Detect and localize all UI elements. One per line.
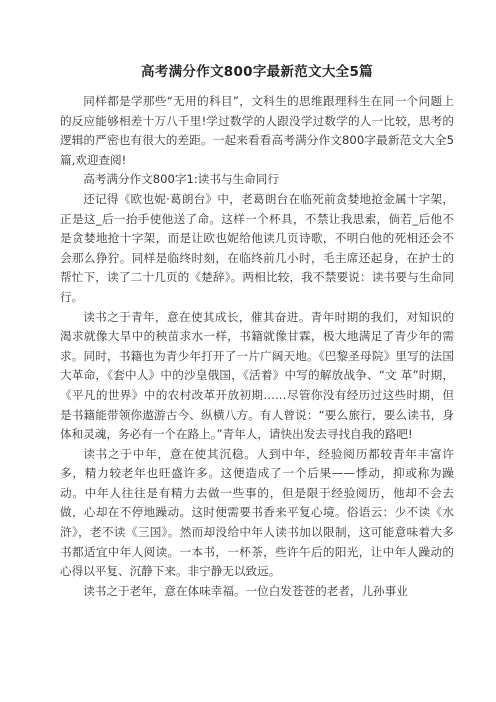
document-title: 高考满分作文800字最新范文大全5篇 bbox=[141, 64, 373, 80]
body-paragraph: 读书之于中年，意在使其沉稳。人到中年，经验阅历都较青年丰富许多，精力较老年也旺盛许多。这便造成了一个后果——悸动，抑或称为躁动。中年人往往是有精力去做一些事的，但是限于经验阅历，他却不会去做，心却在不停地躁动。这时便需要书香来平复心境。俗语云：少不读《水浒》，老不读《三国》。然而却没给中年人读书加以限制，这可能意味着大多书都适宜中年人阅读。一本书，一杯茶，些许午后的阳光，让中年人躁动的心得以平复、沉静下来。非宁静无以致远。 bbox=[60, 446, 454, 579]
body-paragraph: 读书之于青年，意在使其成长，催其奋进。青年时期的我们，对知识的渴求就像大旱中的秧苗求水一样，书籍就像甘霖，极大地满足了青少年的需求。同时，书籍也为青少年打开了一片广阔天地。《巴黎圣母院》里写的法国大革命，《套中人》中的沙皇俄国，《活着》中写的解放战争、“文 革”时期，《平凡的世界》中的农村改革开放初期……尽管你没有经历过这些时期，但是书籍能带领你遨游古今、纵横八方。有人曾说：“要么旅行，要么读书，身体和灵魂，务必有一个在路上。”青年人，请快出发去寻找自我的路吧! bbox=[60, 309, 454, 442]
essay-heading: 高考满分作文800字1:读书与生命同行 bbox=[83, 172, 279, 187]
body-paragraph: 还记得《欧也妮·葛朗台》中，老葛朗台在临死前贪婪地抢金属十字架，正是这_后一抬手使他送了命。这样一个杯具，不禁让我思索，倘若_后他不是贪婪地抢十字架，而是让欧也妮给他读几页诗歌，不明白他的死相还会不会那么狰狞。同样是临终时刻，在临终前几小时，毛主席还起身，在护士的帮忙下，读了二十几页的《楚辞》。两相比较，我不禁要说：读书要与生命同行。 bbox=[60, 191, 454, 304]
intro-paragraph: 同样都是学那些“无用的科目”，文科生的思维跟理科生在同一个问题上的反应能够相差十万八千里!学过数学的人跟没学过数学的人一比较，思考的逻辑的严密也有很大的差距。一起来看看高考满分作文800字最新范文大全5篇,欢迎查阅! bbox=[60, 94, 454, 167]
body-paragraph: 读书之于老年，意在体味幸福。一位白发苍苍的老者，儿孙事业 bbox=[83, 583, 408, 598]
